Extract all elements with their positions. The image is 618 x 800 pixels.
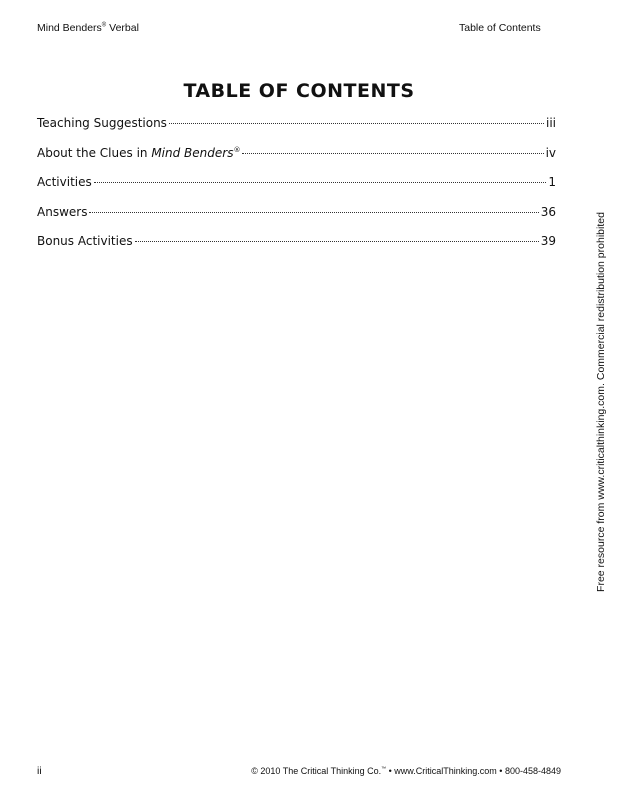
toc-entry-page: 1	[548, 175, 556, 189]
copyright-contact: • www.CriticalThinking.com • 800-458-4849	[386, 766, 561, 776]
page-number: ii	[37, 765, 42, 777]
toc-entry-answers[interactable]	[37, 205, 556, 235]
book-name: Mind Benders	[37, 22, 102, 34]
book-subtitle: Verbal	[109, 22, 139, 34]
dot-leader	[94, 182, 547, 183]
dot-leader	[242, 153, 543, 154]
toc-entry-label: Teaching Suggestions	[37, 116, 167, 130]
header-section-name: Table of Contents	[459, 22, 541, 34]
dot-leader	[89, 212, 538, 213]
toc-entry-bonus-activities[interactable]	[37, 234, 556, 264]
toc-entry-label: Answers	[37, 204, 88, 219]
page-title: TABLE OF CONTENTS	[183, 80, 415, 102]
toc-entry-label: Bonus Activities	[37, 234, 133, 248]
toc-entry-page: 39	[540, 234, 556, 248]
trademark-mark: ™	[381, 766, 387, 772]
toc-entry-page: 36	[540, 204, 556, 219]
toc-entry-label	[37, 146, 240, 160]
registered-mark: ®	[233, 145, 241, 154]
redistribution-notice: Free resource from www.criticalthinking.com. Commercial redistribution prohibited	[595, 212, 607, 592]
footer-copyright	[251, 766, 561, 776]
registered-mark: ®	[101, 22, 107, 29]
table-of-contents	[37, 116, 556, 264]
toc-entry-teaching-suggestions[interactable]	[37, 116, 556, 146]
toc-entry-label-text: About the Clues in	[37, 145, 152, 160]
toc-entry-activities[interactable]	[37, 175, 556, 205]
copyright-text: © 2010 The Critical Thinking Co.	[251, 766, 382, 776]
toc-entry-page: iii	[545, 116, 556, 130]
header-book-title	[37, 22, 139, 34]
toc-entry-page: iv	[545, 145, 556, 160]
dot-leader	[169, 123, 544, 124]
toc-entry-label-italic: Mind Benders	[151, 145, 234, 160]
dot-leader	[135, 241, 539, 242]
toc-entry-label: Activities	[37, 175, 92, 189]
toc-entry-about-the-clues[interactable]	[37, 146, 556, 176]
